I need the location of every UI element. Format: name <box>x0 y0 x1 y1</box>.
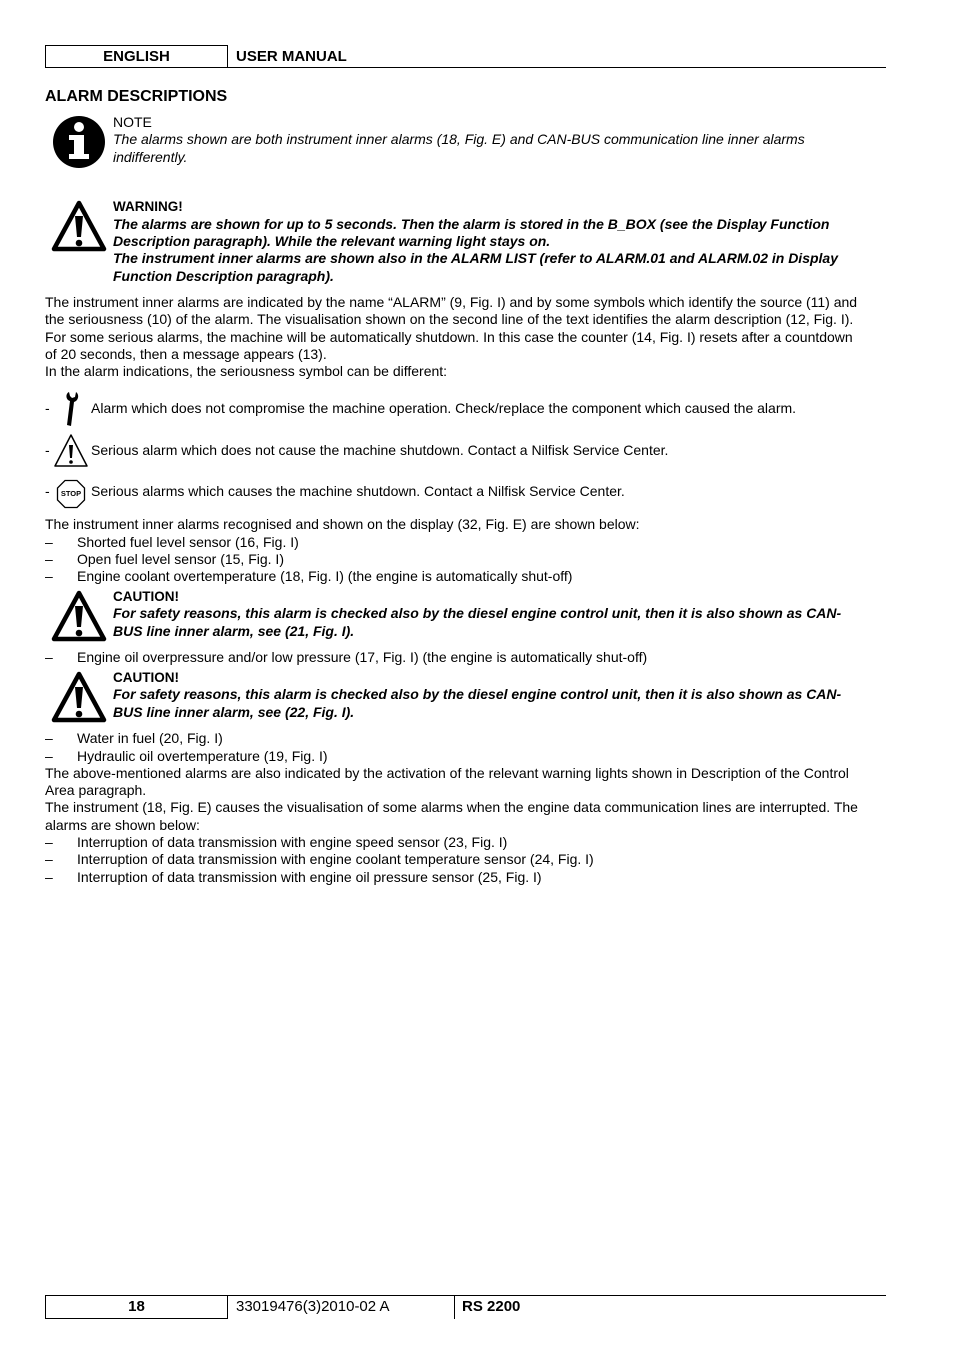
severity-dash: - <box>45 442 50 458</box>
info-icon <box>52 115 106 169</box>
caution-label: CAUTION! <box>113 589 179 604</box>
list-item-text: Engine coolant overtemperature (18, Fig. I) (the engine is automatically shut-off) <box>77 568 573 584</box>
intro-line-2: the seriousness (10) of the alarm. The visualisation shown on the second line of the text identifies the alarm description (12, Fig. I). <box>45 311 854 327</box>
warning-icon <box>51 590 107 642</box>
recognised-intro: The instrument inner alarms recognised and shown on the display (32, Fig. E) are shown below: <box>45 516 640 532</box>
header-rule <box>228 67 886 68</box>
warning-line-2: Description paragraph). While the relevant warning light stays on. <box>113 233 551 249</box>
header-language: ENGLISH <box>103 48 170 65</box>
footer-doc-code: 33019476(3)2010-02 A <box>236 1298 390 1315</box>
wrench-icon <box>60 390 82 428</box>
warning-triangle-icon <box>53 433 89 468</box>
severity-dash: - <box>45 400 50 416</box>
warning-label: WARNING! <box>113 199 183 214</box>
warning-line-4: Function Description paragraph). <box>113 268 334 284</box>
intro-line-4: of 20 seconds, then a message appears (13). <box>45 346 327 362</box>
stop-icon-label: STOP <box>60 489 82 498</box>
warning-icon <box>51 671 107 723</box>
list-item-text: Hydraulic oil overtemperature (19, Fig. I) <box>77 748 328 764</box>
list-item-text: Engine oil overpressure and/or low pressure (17, Fig. I) (the engine is automatically shut-off) <box>77 649 648 665</box>
severity-text: Serious alarms which causes the machine shutdown. Contact a Nilfisk Service Center. <box>91 483 625 499</box>
intro-line-5: In the alarm indications, the seriousness symbol can be different: <box>45 363 448 379</box>
list-dash: – <box>45 534 53 550</box>
footer-page-number: 18 <box>128 1298 145 1315</box>
list-item-text: Water in fuel (20, Fig. I) <box>77 730 223 746</box>
after-line-3: The instrument (18, Fig. E) causes the visualisation of some alarms when the engine data communication lines are interrupted. The <box>45 799 858 815</box>
caution-line-2: BUS line inner alarm, see (21, Fig. I). <box>113 623 355 639</box>
header-title: USER MANUAL <box>236 48 347 65</box>
list-dash: – <box>45 748 53 764</box>
list-item-text: Interruption of data transmission with engine oil pressure sensor (25, Fig. I) <box>77 869 542 885</box>
warning-icon <box>51 200 107 252</box>
section-title: ALARM DESCRIPTIONS <box>45 88 228 105</box>
intro-line-3: For some serious alarms, the machine will be automatically shutdown. In this case the counter (14, Fig. I) resets after a countdown <box>45 329 853 345</box>
caution-label: CAUTION! <box>113 670 179 685</box>
warning-line-3: The instrument inner alarms are shown also in the ALARM LIST (refer to ALARM.01 and ALARM.02 in Display <box>113 250 838 266</box>
severity-text: Serious alarm which does not cause the machine shutdown. Contact a Nilfisk Service Center. <box>91 442 669 458</box>
list-dash: – <box>45 869 53 885</box>
after-line-2: Area paragraph. <box>45 782 147 798</box>
caution-line-2: BUS line inner alarm, see (22, Fig. I). <box>113 704 355 720</box>
list-item-text: Shorted fuel level sensor (16, Fig. I) <box>77 534 299 550</box>
intro-line-1: The instrument inner alarms are indicated by the name “ALARM” (9, Fig. I) and by some symbols which identify the source (11) and <box>45 294 858 310</box>
caution-line-1: For safety reasons, this alarm is checked also by the diesel engine control unit, then it is also shown as CAN- <box>113 605 842 621</box>
severity-dash: - <box>45 483 50 499</box>
note-label: NOTE <box>113 114 152 130</box>
footer-model: RS 2200 <box>462 1298 521 1315</box>
list-dash: – <box>45 851 53 867</box>
stop-icon <box>56 479 86 509</box>
footer-divider <box>454 1295 455 1319</box>
severity-text: Alarm which does not compromise the machine operation. Check/replace the component which caused the alarm. <box>91 400 797 416</box>
after-line-1: The above-mentioned alarms are also indicated by the activation of the relevant warning lights shown in Description of the Control <box>45 765 849 781</box>
list-item-text: Interruption of data transmission with engine speed sensor (23, Fig. I) <box>77 834 508 850</box>
note-text: The alarms shown are both instrument inner alarms (18, Fig. E) and CAN-BUS communication line inner alarms indifferently. <box>113 131 805 165</box>
warning-line-1: The alarms are shown for up to 5 seconds. Then the alarm is stored in the B_BOX (see the Display Function <box>113 216 830 232</box>
list-dash: – <box>45 568 53 584</box>
list-item-text: Interruption of data transmission with engine coolant temperature sensor (24, Fig. I) <box>77 851 594 867</box>
list-dash: – <box>45 730 53 746</box>
after-line-4: alarms are shown below: <box>45 817 200 833</box>
list-dash: – <box>45 551 53 567</box>
list-item-text: Open fuel level sensor (15, Fig. I) <box>77 551 284 567</box>
list-dash: – <box>45 834 53 850</box>
list-dash: – <box>45 649 53 665</box>
caution-line-1: For safety reasons, this alarm is checked also by the diesel engine control unit, then it is also shown as CAN- <box>113 686 842 702</box>
